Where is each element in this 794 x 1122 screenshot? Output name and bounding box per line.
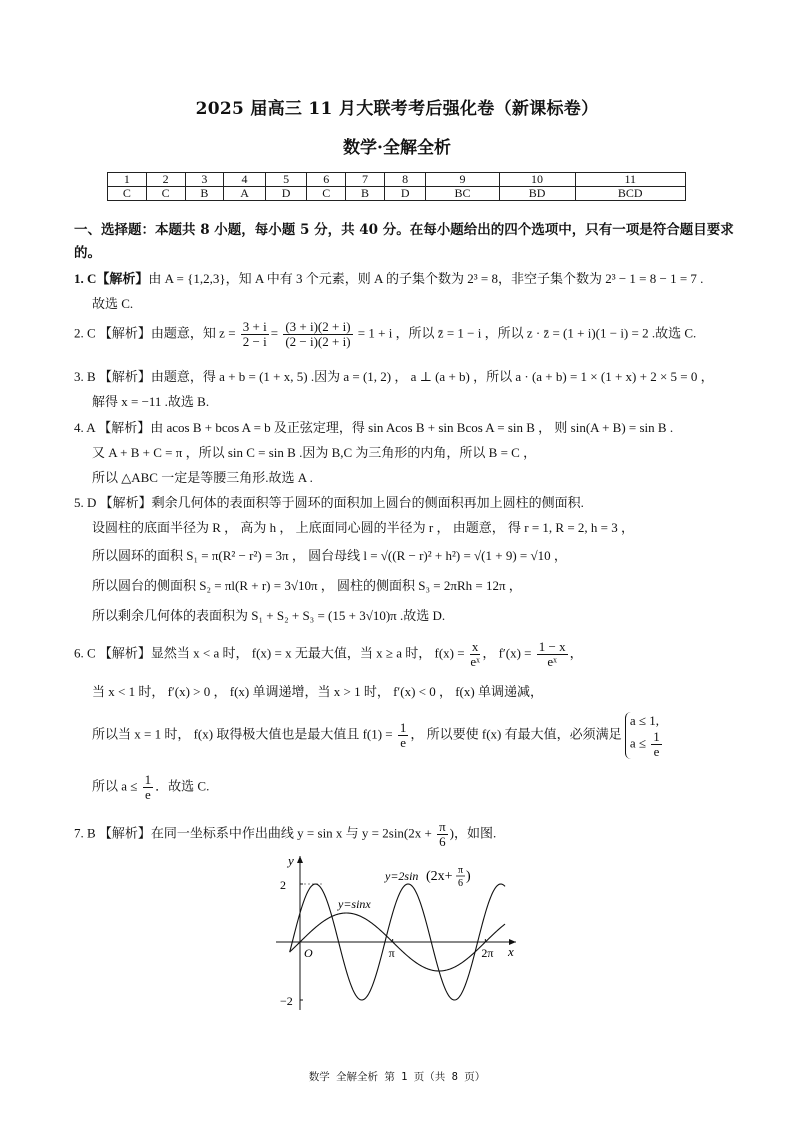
q3-line-1 (74, 366, 714, 385)
page-title: 2025 届高三 11 月大联考考后强化卷（新课标卷） (195, 99, 599, 119)
q3-label: 3. B 【解析】 (74, 369, 151, 384)
y-tick-label: −2 (280, 994, 293, 1008)
q6-text-4a: 所以 a ≤ (92, 778, 138, 794)
q6-text-1b: ， f′(x) = (482, 645, 532, 661)
q2-fraction-2 (283, 320, 352, 349)
answer-table-number-cell: 6 (307, 173, 346, 187)
answer-table-answer-cell: BD (499, 187, 575, 201)
q6-frac3-den: e (400, 735, 407, 750)
q5-text-1: 剩余几何体的表面积等于圆环的面积加上圆台的侧面积再加上圆柱的侧面积. (151, 495, 584, 510)
q6-cond-fraction (651, 730, 662, 759)
q6-frac1-num: x (471, 639, 479, 654)
answer-table-answer-cell: C (146, 187, 185, 201)
q4-line-2: 又 A + B + C = π ，所以 sin C = sin B .因为 B,C 为三角形的内角，所以 B = C ， (92, 445, 537, 460)
q2-pre: 由题意，知 z = (150, 325, 236, 341)
q6-line-4 (92, 773, 209, 802)
section-1-heading: 一、选择题：本题共 8 小题，每小题 5 分，共 40 分。在每小题给出的四个选项中，只有一项是符合题目要求的。 (74, 222, 734, 261)
q2-line-1: 2. C 【解析】由题意，知 z = $\frac{3 + i}{2 - i}$ = $\frac{(3 + i)(2 + i)}{(2 - i)(2 + i)}$ = 1 + i ，所以 z̄ = 1 − i ，所以 z · z̄ = (1 + i)(1 − i) = 2 .故选 C. (74, 319, 697, 349)
q5-line-1 (74, 492, 584, 511)
q2-frac1-den: 2 − i (242, 334, 267, 349)
answer-table-number-cell: 3 (185, 173, 224, 187)
q5-line-2: 设圆柱的底面半径为 R ， 高为 h ， 上底面同心圆的半径为 r ， 由题意， 得 r = 1, R = 2, h = 3 ， (92, 520, 634, 535)
q7-frac-num: π (439, 819, 446, 834)
q3-line-2: 解得 x = −11 .故选 B. (92, 394, 210, 409)
q6-text-1a: 显然当 x < a 时， f(x) = x 无最大值，当 x ≥ a 时， f(x) = (150, 645, 465, 661)
answer-table-answer-cell: BC (426, 187, 499, 201)
q6-text-3b: ， 所以要使 f(x) 有最大值，必须满足 (410, 726, 622, 742)
q6-fraction-1 (470, 640, 481, 669)
q2-post: = 1 + i ，所以 z̄ = 1 − i ，所以 z · z̄ = (1 + i)(1 − i) = 2 .故选 C. (357, 325, 697, 341)
answer-table-answer-cell: C (108, 187, 147, 201)
y-axis-arrow (297, 856, 303, 863)
x-tick-label: π (388, 946, 395, 960)
q5-line-4: 所以圆台的侧面积 S₂ = πl(R + r) = 3√10π ， 圆柱的侧面积 S₃ = 2πRh = 12π ， (92, 578, 522, 593)
q2-frac1-num: 3 + i (242, 319, 267, 334)
label-2sin-frac-num: π (458, 865, 464, 876)
q6-cond-frac-num: 1 (653, 729, 660, 744)
answer-table-number-cell: 11 (575, 173, 685, 187)
q4-label: 4. A 【解析】 (74, 420, 151, 435)
answer-table-answer-cell: B (346, 187, 385, 201)
q6-label: 6. C 【解析】 (74, 645, 151, 661)
q6-frac4-num: 1 (144, 772, 152, 787)
q2-frac2-den: (2 − i)(2 + i) (285, 334, 351, 349)
answer-table-answer-cell: B (185, 187, 224, 201)
q6-fraction-4 (143, 773, 154, 802)
x-axis-label: x (508, 944, 514, 959)
answer-table-number-cell: 2 (146, 173, 185, 187)
q1-text-1: 由 A = {1,2,3}，知 A 中有 3 个元素，则 A 的子集个数为 2³ = 8，非空子集个数为 2³ − 1 = 8 − 1 = 7 . (148, 271, 704, 286)
q4-line-3: 所以 △ABC 一定是等腰三角形.故选 A . (92, 470, 313, 485)
q7-label: 7. B 【解析】 (74, 825, 151, 841)
answer-table-number-row (108, 173, 686, 187)
answer-table-number-cell: 1 (108, 173, 147, 187)
x-tick-label: 2π (481, 946, 494, 960)
q6-frac4-den: e (145, 787, 151, 802)
q6-frac1-den: eˣ (470, 654, 480, 669)
q2-frac2-num: (3 + i)(2 + i) (285, 319, 351, 334)
q6-frac3-num: 1 (399, 720, 407, 735)
q6-line-1 (74, 640, 583, 669)
q7-text-1a: 在同一坐标系中作出曲线 y = sin x 与 y = 2sin(2x + (150, 825, 432, 841)
q7-line-1 (74, 820, 496, 849)
q6-cond-2 (630, 730, 664, 759)
label-2sin: y=2sin (385, 869, 419, 883)
label-2sin-paren: (2x+ (426, 869, 453, 884)
y-tick-label: 2 (280, 878, 286, 892)
q6-line-3 (92, 712, 664, 759)
y-axis-label: y (288, 853, 294, 868)
q5-line-5: 所以剩余几何体的表面积为 S₁ + S₂ + S₃ = (15 + 3√10)π .故选 D. (92, 608, 446, 623)
q6-cond-1: a ≤ 1, (629, 713, 660, 728)
q6-frac2-den: eˣ (547, 654, 557, 669)
answer-table-answer-row (108, 187, 686, 201)
q6-condition-brace (625, 712, 664, 759)
q6-text-1c: ， (569, 645, 583, 661)
q1-line-2: 故选 C. (92, 296, 134, 311)
answer-table-answer-cell: D (265, 187, 307, 201)
q3-text-1: 由题意，得 a + b = (1 + x, 5) .因为 a = (1, 2) ， a ⊥ (a + b) ，所以 a · (a + b) = 1 × (1 + x) + 2 × 5 = 0 ， (150, 369, 714, 384)
answer-table-number-cell: 7 (346, 173, 385, 187)
q7-text-1b: )，如图. (449, 825, 497, 841)
answer-table-number-cell: 10 (499, 173, 575, 187)
label-sin: y=sinx (338, 897, 371, 911)
q7-frac-den: 6 (439, 834, 446, 849)
answer-table (107, 172, 686, 201)
q7-fraction (437, 820, 448, 849)
q4-text-1: 由 acos B + bcos A = b 及正弦定理，得 sin Acos B + sin Bcos A = sin B ， 则 sin(A + B) = sin B . (150, 420, 674, 435)
q6-fraction-3 (398, 721, 409, 750)
answer-table-answer-cell: A (224, 187, 266, 201)
label-2sin-frac-den: 6 (458, 878, 463, 889)
q6-text-4b: ．故选 C. (155, 778, 210, 794)
q5-label: 5. D 【解析】 (74, 495, 152, 510)
q5-line-3: 所以圆环的面积 S₁ = π(R² − r²) = 3π ， 圆台母线 l = √((R − r)² + h²) = √(1 + 9) = √10 ， (92, 548, 567, 563)
q2-fraction-1 (241, 320, 269, 349)
q6-frac2-num: 1 − x (538, 639, 566, 654)
answer-table-number-cell: 4 (224, 173, 266, 187)
page-subtitle: 数学·全解全析 (343, 138, 451, 158)
q1-line-1 (74, 268, 703, 287)
answer-table-answer-cell: C (307, 187, 346, 201)
q2-label: 2. C 【解析】 (74, 325, 151, 341)
answer-table-number-cell: 9 (426, 173, 499, 187)
q6-text-3a: 所以当 x = 1 时， f(x) 取得极大值也是最大值且 f(1) = (92, 726, 393, 742)
answer-table-number-cell: 8 (384, 173, 426, 187)
answer-table-answer-cell: D (384, 187, 426, 201)
q4-line-1 (74, 417, 673, 436)
q6-cond-frac-den: e (653, 744, 660, 759)
q6-line-2: 当 x < 1 时， f′(x) > 0 ， f(x) 单调递增，当 x > 1 时， f′(x) < 0 ， f(x) 单调递减， (92, 684, 543, 699)
q1-label: 1. C【解析】 (74, 271, 149, 286)
page-footer: 数学 全解全析 第 1 页（共 8 页） (308, 1071, 486, 1083)
q6-fraction-2 (537, 640, 568, 669)
q6-cond-2-a: a ≤ (629, 735, 647, 751)
label-2sin-close: ) (466, 869, 471, 884)
answer-table-number-cell: 5 (265, 173, 307, 187)
sine-graph (272, 850, 522, 1012)
origin-label: O (304, 946, 313, 960)
answer-table-answer-cell: BCD (575, 187, 685, 201)
